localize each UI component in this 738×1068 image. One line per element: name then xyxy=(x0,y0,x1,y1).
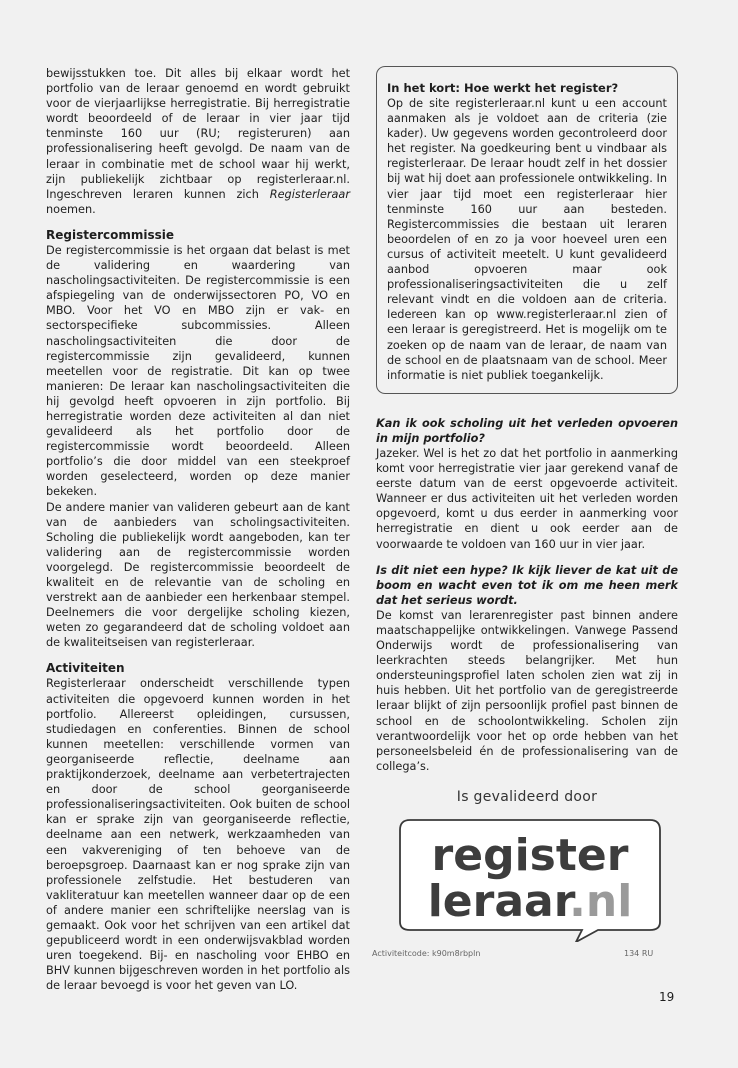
info-box-title: In het kort: Hoe werkt het register? xyxy=(387,81,619,95)
faq-question-1: Kan ik ook scholing uit het verleden opvoeren in mijn portfolio? xyxy=(376,416,678,445)
heading-registercommissie: Registercommissie xyxy=(46,227,175,242)
info-box xyxy=(376,66,678,394)
registercommissie-paragraph-1: De registercommissie is het orgaan dat belast is met de validering en waardering van nascholingsactiviteiten. De registercommissie is een afspiegeling van de onderwijssectoren PO, VO en MBO. Voor het VO en MBO zijn er vak- en sectorspecifieke subcommissies. Alleen nascholingsactiviteiten die door de registercommissie zijn gevalideerd, kunnen meetellen voor de registratie. Dit kan op twee manieren: De leraar kan nascholingsactiviteiten die hij gevolgd heeft opvoeren in zijn portfolio. Bij herregistratie worden deze activiteiten al dan niet gevalideerd als het portfolio door de registercommissie wordt beoordeeld. Alleen portfolio’s die door middel van een steekproef worden geselecteerd, worden op deze manier bekeken. xyxy=(46,243,350,499)
registerleraar-stamp xyxy=(398,818,662,942)
logo-activity-code: Activiteitcode: k90m8rbpln xyxy=(372,948,481,958)
activiteiten-paragraph: Registerleraar onderscheidt verschillende typen activiteiten die opgevoerd kunnen worden in het portfolio. Allereerst opleidingen, cursussen, studiedagen en conferenties. Binnen de school kunnen meetellen: verschillende vormen van georganiseerde reflectie, deelname aan praktijkonderzoek, deelname aan verbetertrajecten en door de school georganiseerde professionaliseringsactiviteiten. Ook buiten de school kan er sprake zijn van georganiseerde reflectie, deelname aan een netwerk, werkzaamheden van een vakvereniging of ten behoeve van de beroepsgroep. Daarnaast kan er nog sprake zijn van professionele zelfstudie. Het bestuderen van vakliteratuur kan meetellen wanneer daar op de een of andere manier een schriftelijke neerslag van is gemaakt. Ook voor het schrijven van een artikel dat gepubliceerd wordt in een onderwijsvakblad worden uren toegekend. Bij- en nascholing voor EHBO en BHV kunnen bijgeschreven worden in het portfolio als de leraar bevoegd is voor het geven van LO. xyxy=(46,677,350,993)
logo-hours: 134 RU xyxy=(624,948,654,958)
left-column xyxy=(46,66,350,993)
intro-paragraph: bewijsstukken toe. Dit alles bij elkaar wordt het portfolio van de leraar genoemd en wordt gebruikt voor de vierjaarlijkse herregistratie. Bij herregistratie wordt beoordeeld of de leraar in vier jaar tijd tenminste 160 uur (RU; registeruren) aan professionalisering heeft gevolgd. De naam van de leraar in combinatie met de school waar hij werkt, zijn publiekelijk zichtbaar op registerleraar.nl. Ingeschreven leraren kunnen zich Registerleraar noemen. xyxy=(46,67,350,216)
page-number: 19 xyxy=(659,990,675,1004)
logo-line-leraar: leraar.nl xyxy=(427,875,633,927)
logo-caption: Is gevalideerd door xyxy=(456,788,598,805)
faq-answer-2: De komst van lerarenregister past binnen andere maatschappelijke ontwikkelingen. Vanwege Passend Onderwijs wordt de professionalisering van leerkrachten steeds belangrijker. Met hun ondersteuningsprofiel laten scholen zien wat zij in huis hebben. Uit het portfolio van de geregistreerde leraar blijkt of zijn persoonlijk profiel past binnen de school en de schoolontwikkeling. Scholen zijn verantwoordelijk voor het op orde hebben van het personeelsbeleid én de professionalisering van de collega’s. xyxy=(376,608,678,773)
validation-logo xyxy=(372,786,678,966)
info-box-text: Op de site registerleraar.nl kunt u een account aanmaken als je voldoet aan de criteria (zie kader). Uw gegevens worden gecontroleerd door het register. Na goedkeuring bent u vindbaar als registerleraar. De leraar houdt zelf in het dossier bij wat hij doet aan professionele ontwikkeling. In vier jaar tijd moet een registerleraar hier tenminste 160 uur aan besteden. Registercommissies die bestaan uit leraren beoordelen of en zo ja voor hoeveel uren een cursus of activiteit meetelt. U kunt gevalideerd aanbod opvoeren maar ook professionaliseringsactiviteiten die u zelf relevant vindt en die voldoen aan de criteria. Iedereen kan op www.registerleraar.nl zien of een leraar is geregistreerd. Het is mogelijk om te zoeken op de naam van de leraar, de naam van de school en de plaatsnaam van de school. Meer informatie is niet publiek toegankelijk. xyxy=(387,97,667,382)
faq-answer-1: Jazeker. Wel is het zo dat het portfolio in aanmerking komt voor herregistratie vier jaar gerekend vanaf de eerste datum van de eerst opgevoerde activiteit. Wanneer er dus activiteiten uit het verleden worden opgevoerd, komt u dus eerder in aanmerking voor herregistratie en dient u ook eerder aan de voorwaarde te voldoen van 160 uur in vier jaar. xyxy=(376,446,678,551)
heading-activiteiten: Activiteiten xyxy=(46,661,125,676)
logo-line-register: register xyxy=(431,829,629,881)
registercommissie-paragraph-2: De andere manier van valideren gebeurt aan de kant van de aanbieders van scholingsactiviteiten. Scholing die publiekelijk wordt aangeboden, kan ter validering aan de registercommissie worden voorgelegd. De registercommissie beoordeelt de kwaliteit en de relevantie van de scholing en verstrekt aan de aanbieder een herkenbaar stempel. Deelnemers die voor dergelijke scholing kiezen, weten zo gegarandeerd dat de scholing voldoet aan de kwaliteitseisen van registerleraar. xyxy=(46,500,350,650)
right-column xyxy=(372,66,678,966)
faq-question-2: Is dit niet een hype? Ik kijk liever de kat uit de boom en wacht even tot ik om me heen merk dat het serieus wordt. xyxy=(376,563,678,607)
